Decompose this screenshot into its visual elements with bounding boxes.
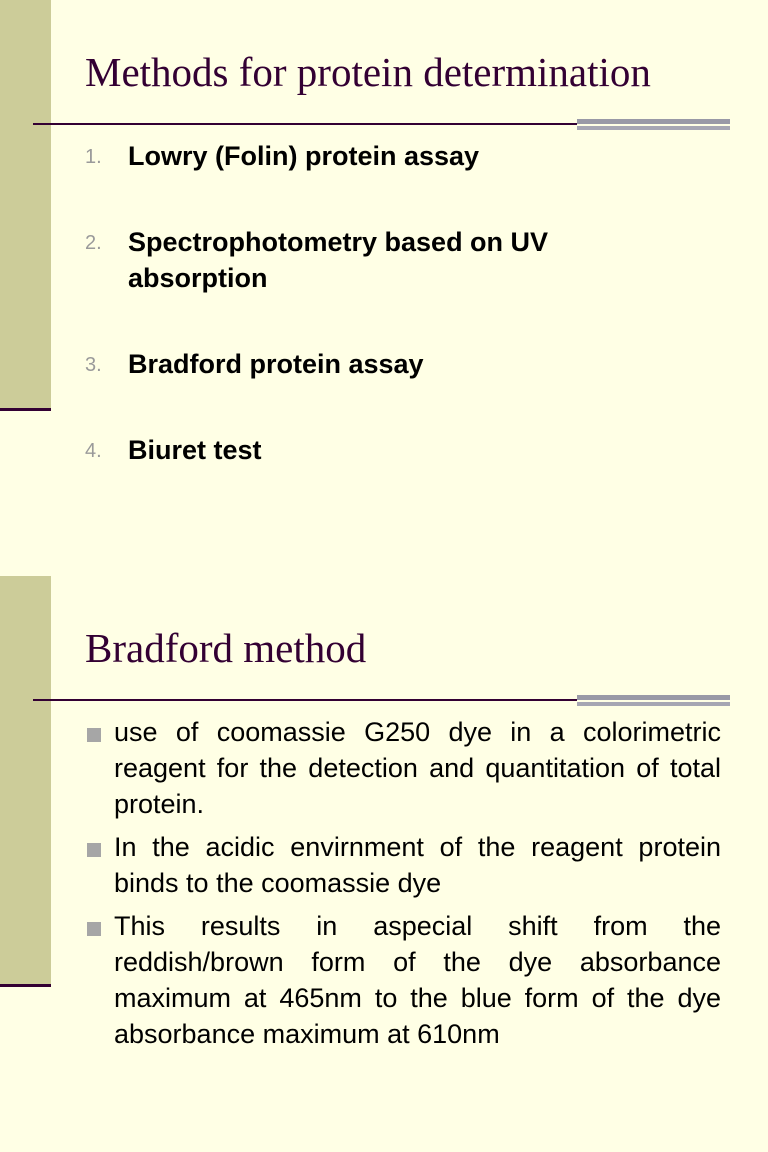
list-number: 3. [85, 354, 102, 376]
sidebar-decoration [0, 576, 51, 984]
list-item [85, 432, 725, 468]
bullet-text: In the acidic envirnment of the reagent protein binds to the coomassie dye [114, 832, 721, 898]
list-item [85, 138, 725, 224]
list-item [85, 224, 725, 346]
square-bullet-icon [87, 843, 101, 857]
list-item-text: Lowry (Folin) protein assay [128, 141, 480, 171]
list-item [87, 908, 721, 1052]
sidebar-decoration [0, 0, 51, 408]
list-number: 2. [85, 232, 102, 254]
rule-accent [577, 695, 730, 707]
methods-list [85, 138, 725, 468]
rule-accent [577, 119, 730, 131]
list-item [87, 829, 721, 901]
list-item-text: Biuret test [128, 435, 262, 465]
sidebar-underline [0, 408, 51, 411]
square-bullet-icon [87, 922, 101, 936]
square-bullet-icon [87, 728, 101, 742]
bullet-text: This results in aspecial shift from the reddish/brown form of the dye absorbance maximum at 465nm to the blue form of the dye absorbance maximum at 610nm [114, 911, 721, 1049]
bullet-text: use of coomassie G250 dye in a colorimetric reagent for the detection and quantitation of total protein. [114, 717, 721, 819]
list-item-text: Spectrophotometry based on UV absorption [128, 227, 549, 293]
list-number: 4. [85, 440, 102, 462]
list-item [85, 346, 725, 432]
slide-title: Bradford method [85, 625, 367, 671]
slide-title: Methods for protein determination [85, 49, 651, 95]
list-number: 1. [85, 146, 102, 168]
list-item-text: Bradford protein assay [128, 349, 424, 379]
list-item [87, 714, 721, 822]
sidebar-underline [0, 984, 51, 987]
bradford-bullets [87, 714, 721, 1059]
